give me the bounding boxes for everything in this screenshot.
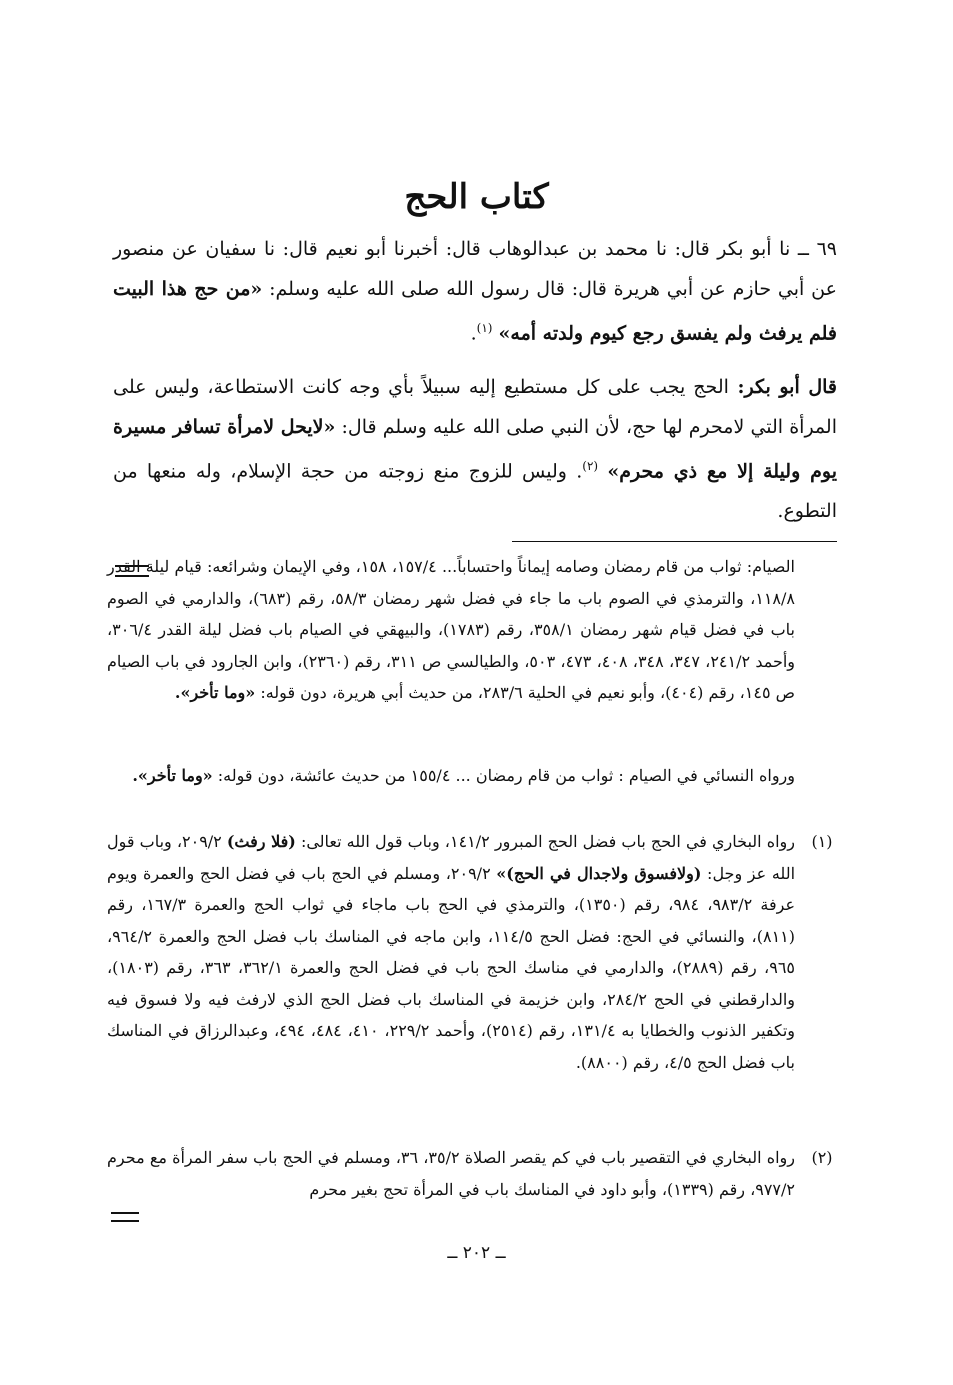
footnote-1-part-1: رواه البخاري في الحج باب فضل الحج المبرور ١٤١/٢، وباب قول الله تعالى: <box>295 832 795 851</box>
continuation-mark-bottom <box>111 1212 139 1222</box>
commentary-text-1: الحج يجب على كل مستطيع إليه سبيلاً بأي وجه كانت الاستطاعة، وليس على المرأة التي لامحرم لها حج، لأن النبي صلى الله عليه وسلم قال: <box>113 376 837 438</box>
hadith-matn: «من حج هذا البيت فلم يرفث ولم يفسق رجع كيوم ولدته أمه» <box>113 277 837 345</box>
commentary-text-2: . وليس للزوج منع زوجته من حجة الإسلام، وله منعها من التطوع. <box>113 460 837 522</box>
footnote-1-number: (١) <box>811 832 833 851</box>
chapter-title: كتاب الحج <box>404 177 549 217</box>
footnote-continuation-text: الصيام: ثواب من قام رمضان وصامه إيماناً واحتساباً... ١٥٧/٤، ١٥٨، وفي الإيمان وشرائعه: قيام ليلة القدر ١١٨/٨، والترمذي في الصوم باب ما جاء في فضل شهر رمضان ٥٨/٣، رقم (٦٨٣)، والدارمي في الصوم باب في فضل قيام شهر رمضان ٣٥٨/١، رقم (١٧٨٣)، والبيهقي في الصيام باب فضل ليلة القدر ٣٠٦/٤، وأحمد ٢٤١/٢، ٣٤٧، ٣٤٨، ٤٠٨، ٤٧٣، ٥٠٣، والطيالسي ص ٣١١، رقم (٢٣٦٠)، وابن الجارود في باب الصيام ص ١٤٥، رقم (٤٠٤)، وأبو نعيم في الحلية ٢٨٣/٦، من حديث أبي هريرة، دون قوله: <box>107 557 796 702</box>
footnote-1 <box>107 826 795 1078</box>
footnote-2-number: (٢) <box>811 1148 833 1167</box>
footnote-continuation-bold: «وما تأخر». <box>174 683 256 702</box>
commentary-quote: «لايحل لامرأة تسافر مسيرة يوم وليلة إلا مع ذي محرم» <box>113 415 837 483</box>
footnote-ref-2: (٢) <box>582 459 599 473</box>
hadith-paragraph <box>113 230 837 354</box>
footnote-1-bold-2: (ولافسوق ولاجدال في الحج)» <box>496 863 702 883</box>
footnote-1-part-3: ٢٠٩/٢، ومسلم في الحج باب في فضل الحج والعمرة ويوم عرفة ٩٨٣/٢، ٩٨٤، رقم (١٣٥٠)، والترمذي في الحج باب ماجاء في ثواب الحج والعمرة ١٦٧/٣، رقم (٨١١)، والنسائي في الحج: فضل الحج ١١٤/٥، وابن ماجه في المناسك باب فضل الحج والعمرة ٩٦٤/٢، ٩٦٥، رقم (٢٨٨٩)، والدارمي في مناسك الحج باب في فضل الحج والعمرة ٣٦٢/١، ٣٦٣، رقم (١٨٠٣)، والدارقطني في الحج ٢٨٤/٢، وابن خزيمة في المناسك باب فضل الحج الذي لارفث فيه ولا فسوق فيه وتكفير الذنوب والخطايا به ١٣١/٤، رقم (٢٥١٤)، وأحمد ٢٢٩/٢، ٤١٠، ٤٨٤، ٤٩٤، وعبدالرزاق في المناسك باب فضل الحج ٤/٥، رقم (٨٨٠٠). <box>107 863 796 1072</box>
footnote-continuation <box>107 551 795 709</box>
commentary-paragraph <box>113 368 837 531</box>
footnote-ref-1: (١) <box>476 321 493 335</box>
commentary-lead: قال أبو بكر: <box>728 376 837 398</box>
hadith-end: . <box>470 322 477 345</box>
footnote-1-bold-1: (فلا رفث) <box>226 832 296 851</box>
footnote-1-part-2: ٢٠٩/٢، وباب قول الله عز وجل: <box>107 832 796 883</box>
footnote-separator <box>512 541 837 542</box>
hadith-isnad: ٦٩ ــ نا أبو بكر قال: نا محمد بن عبدالوهاب قال: أخبرنا أبو نعيم قال: نا سفيان عن منصور عن أبي حازم عن أبي هريرة قال: قال رسول الله صلى الله عليه وسلم: <box>113 238 837 300</box>
footnote-continuation-extra <box>107 760 795 792</box>
footnote-2: رواه البخاري في التقصير باب في كم يقصر الصلاة ٣٥/٢، ٣٦، ومسلم في الحج باب سفر المرأة مع محرم ٩٧٧/٢، رقم (١٣٣٩)، وأبو داود في المناسك باب في المرأة تحج بغير محرم <box>107 1148 795 1199</box>
page-number: ــ ٢٠٢ ــ <box>447 1243 506 1263</box>
footnote-extra-bold: «وما تأخر». <box>132 766 213 785</box>
footnote-extra-text: ورواه النسائي في الصيام : ثواب من قام رمضان ... ١٥٥/٤ من حديث عائشة، دون قوله: <box>212 766 795 785</box>
